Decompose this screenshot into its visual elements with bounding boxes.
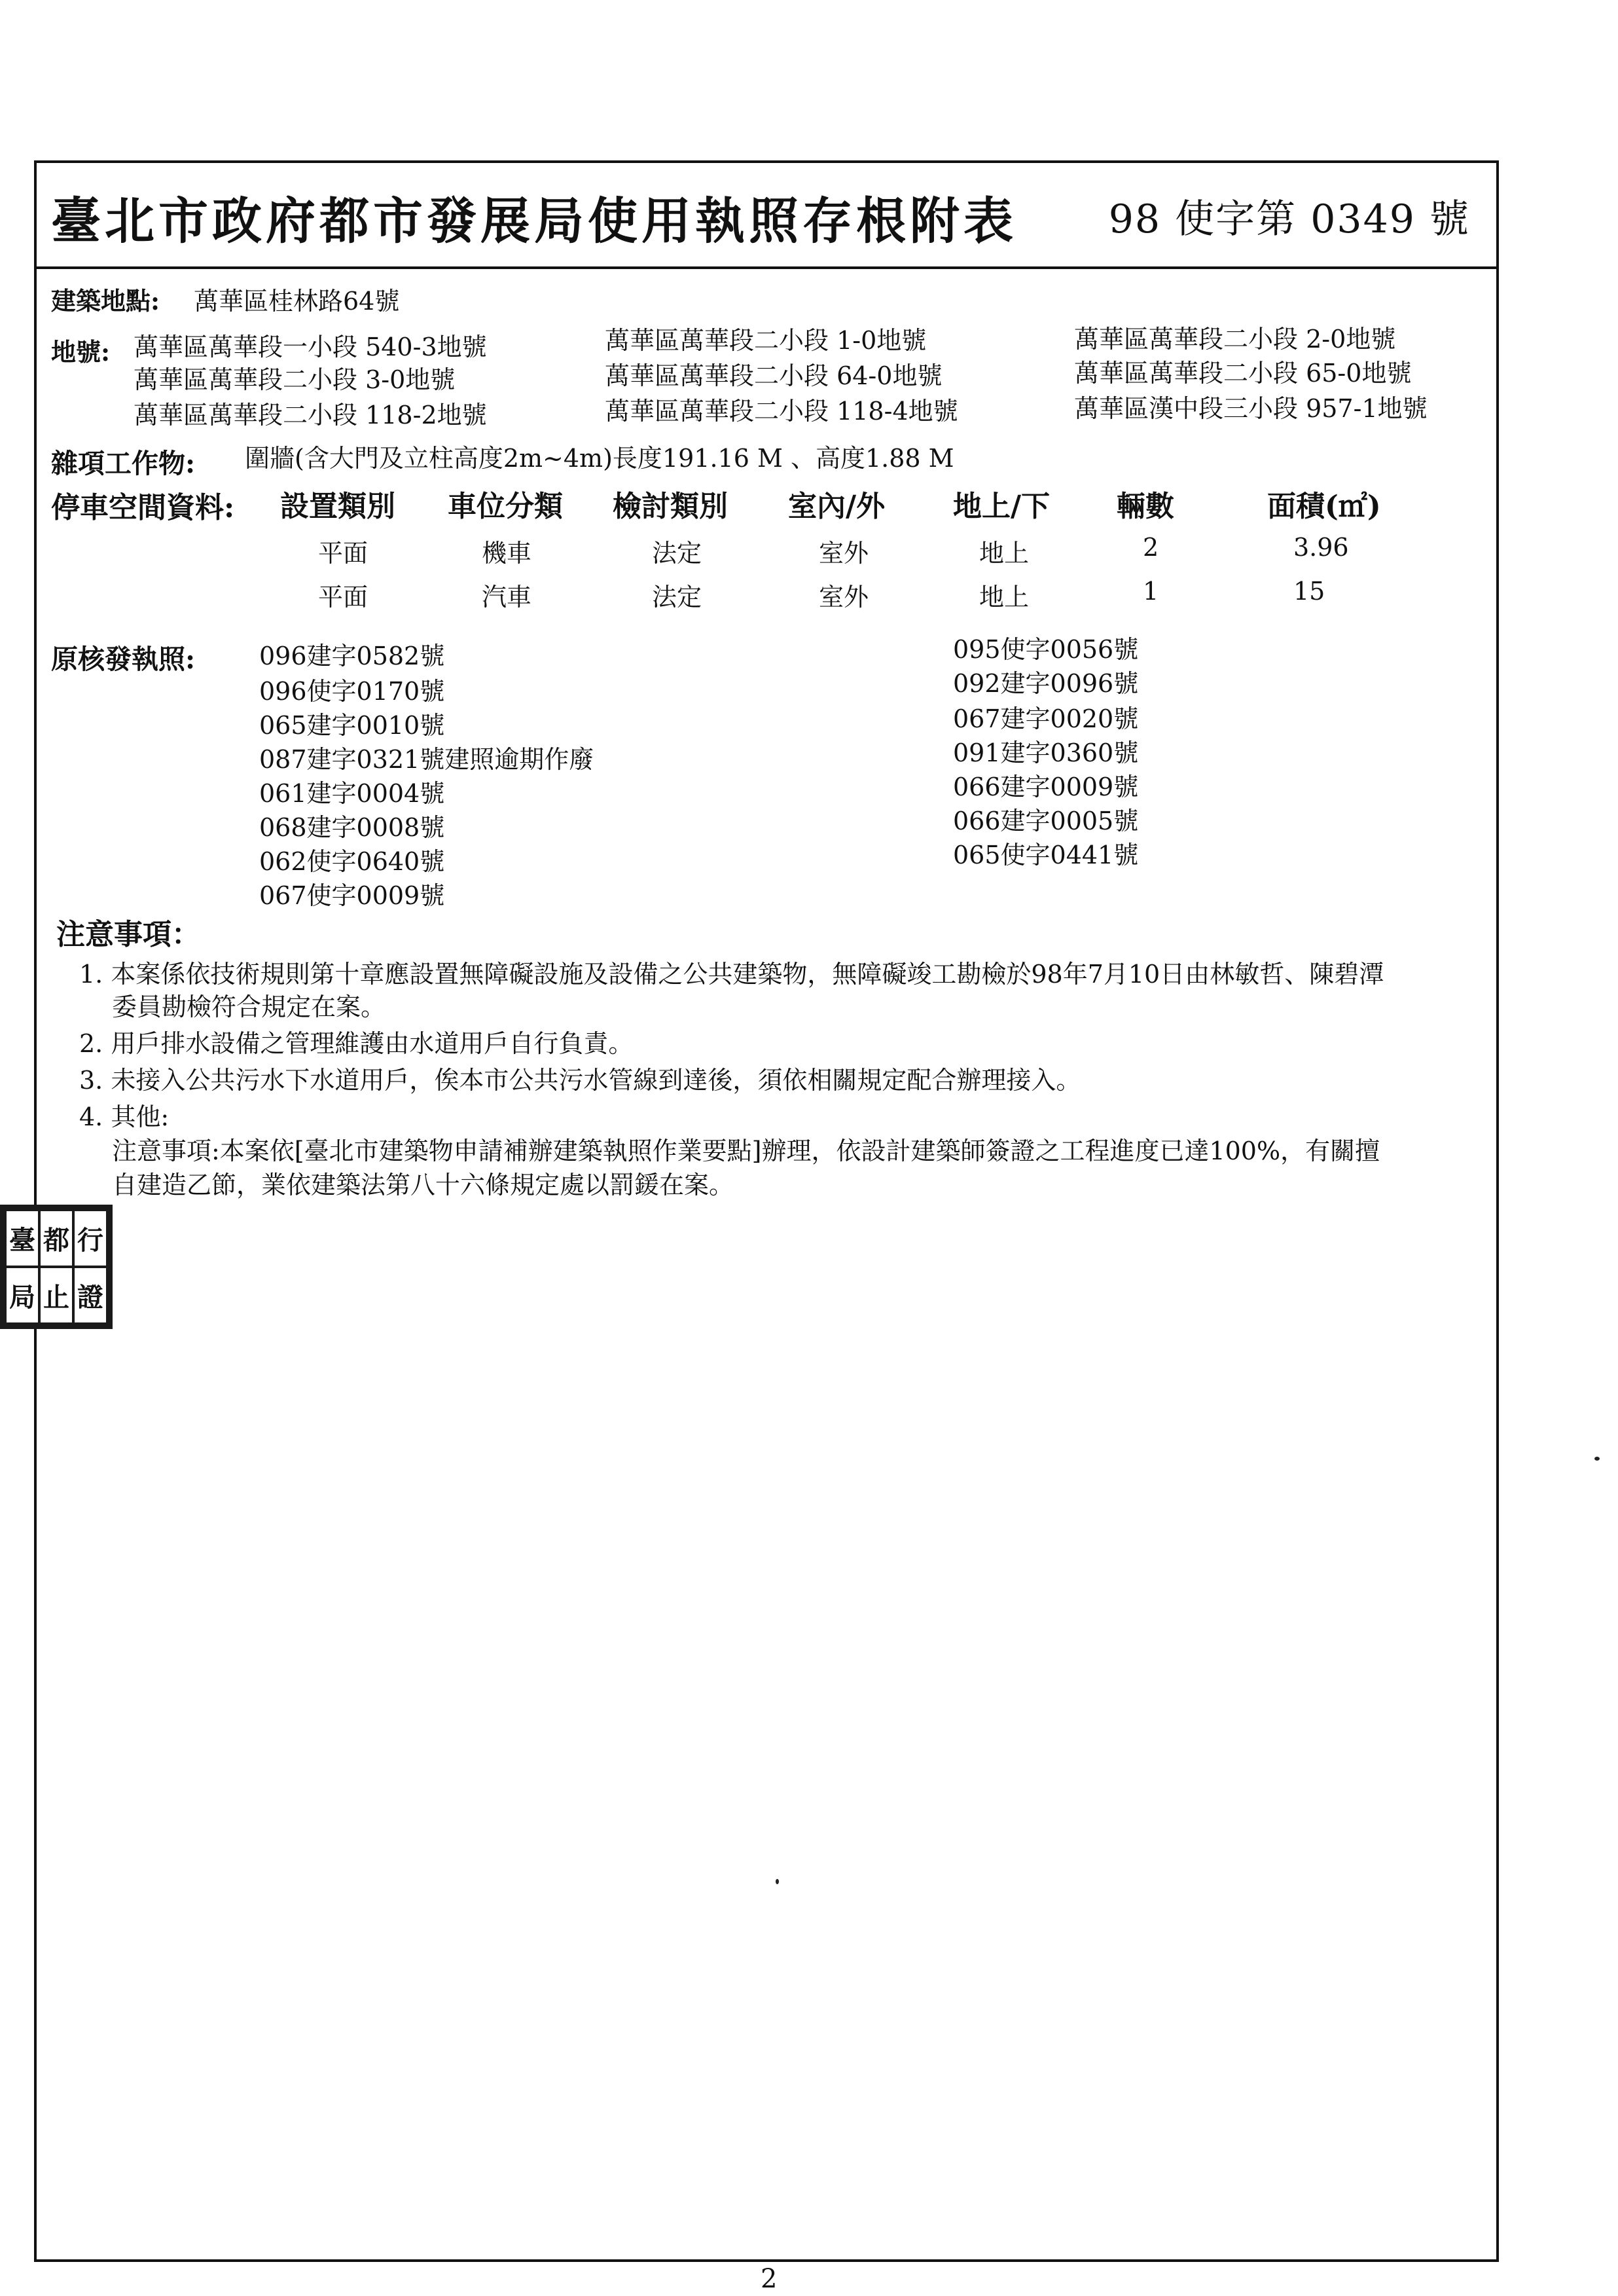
parking-header: 面積(㎡) — [1267, 490, 1381, 523]
parking-cell: 2 — [1143, 533, 1159, 562]
lot-item: 萬華區萬華段一小段 540-3地號 — [134, 333, 487, 361]
lot-item: 萬華區萬華段二小段 3-0地號 — [134, 365, 456, 394]
parking-cell: 法定 — [652, 583, 702, 611]
address-label: 建築地點: — [51, 286, 160, 316]
parking-header: 地上/下 — [953, 490, 1051, 523]
permit-item: 095使字0056號 — [953, 635, 1139, 664]
parking-cell: 1 — [1143, 577, 1159, 606]
parking-label: 停車空間資料: — [51, 491, 235, 524]
note-item: 注意事項:本案依[臺北市建築物申請補辦建築執照作業要點]辦理，依設計建築師簽證之工程進度已達100%，有關擅 — [112, 1137, 1380, 1165]
parking-cell: 15 — [1293, 577, 1325, 606]
permit-item: 061建字0004號 — [259, 779, 445, 808]
parking-header: 輛數 — [1117, 490, 1174, 523]
scan-speck — [1594, 1457, 1600, 1461]
parking-cell: 平面 — [318, 539, 369, 568]
misc-label: 雜項工作物: — [51, 448, 196, 479]
permit-item: 092建字0096號 — [953, 669, 1139, 698]
permit-item: 065使字0441號 — [953, 841, 1139, 869]
parking-cell: 機車 — [482, 539, 532, 568]
permit-item: 062使字0640號 — [259, 847, 445, 876]
lot-item: 萬華區萬華段二小段 64-0地號 — [605, 361, 943, 390]
permit-item: 066建字0009號 — [953, 773, 1139, 801]
parking-header: 檢討類別 — [613, 490, 728, 523]
document-title: 臺北市政府都市發展局使用執照存根附表 — [51, 192, 1017, 250]
seal-char: 止 — [41, 1268, 72, 1322]
note-item: 3. 未接入公共污水下水道用戶，俟本市公共污水管線到達後，須依相關規定配合辦理接入。 — [79, 1066, 1081, 1095]
official-seal-stamp — [0, 1205, 113, 1329]
parking-header: 室內/外 — [788, 490, 886, 523]
permit-item: 067使字0009號 — [259, 881, 445, 910]
note-item: 1. 本案係依技術規則第十章應設置無障礙設施及設備之公共建築物，無障礙竣工勘檢於98年7月10日由林敏哲、陳碧潭 — [79, 960, 1384, 989]
permit-item: 087建字0321號建照逾期作廢 — [259, 745, 594, 774]
misc-value: 圍牆(含大門及立柱高度2m~4m)長度191.16 M 、高度1.88 M — [245, 444, 954, 473]
seal-char: 都 — [41, 1211, 72, 1266]
lot-item: 萬華區萬華段二小段 1-0地號 — [605, 326, 927, 355]
permit-item: 067建字0020號 — [953, 704, 1139, 733]
lot-item: 萬華區漢中段三小段 957-1地號 — [1074, 394, 1428, 423]
seal-char: 局 — [7, 1268, 38, 1322]
permit-item: 096使字0170號 — [259, 677, 445, 706]
parking-header: 設置類別 — [280, 490, 395, 523]
parking-header: 車位分類 — [448, 490, 563, 523]
seal-char: 行 — [75, 1211, 106, 1266]
parking-cell: 地上 — [979, 583, 1030, 611]
permit-item: 066建字0005號 — [953, 807, 1139, 835]
address-value: 萬華區桂林路64號 — [194, 287, 400, 316]
parking-cell: 3.96 — [1293, 533, 1349, 562]
title-bar — [37, 163, 1496, 269]
parking-cell: 室外 — [819, 583, 869, 611]
lot-item: 萬華區萬華段二小段 2-0地號 — [1074, 325, 1396, 354]
seal-char: 臺 — [7, 1211, 38, 1266]
seal-char: 證 — [75, 1268, 106, 1322]
permit-number: 98 使字第 0349 號 — [1108, 196, 1470, 242]
note-item: 委員勘檢符合規定在案。 — [112, 993, 386, 1021]
parking-cell: 平面 — [318, 583, 369, 611]
permit-item: 068建字0008號 — [259, 813, 445, 842]
notes-label: 注意事項： — [56, 918, 200, 951]
permits-label: 原核發執照: — [51, 644, 196, 675]
page-number: 2 — [761, 2264, 778, 2294]
parking-cell: 室外 — [819, 539, 869, 568]
note-item: 2. 用戶排水設備之管理維護由水道用戶自行負責。 — [79, 1029, 634, 1058]
note-item: 4. 其他: — [79, 1102, 170, 1131]
permit-item: 091建字0360號 — [953, 738, 1139, 767]
permit-item: 065建字0010號 — [259, 711, 445, 740]
lot-item: 萬華區萬華段二小段 65-0地號 — [1074, 359, 1412, 388]
document-frame — [34, 160, 1499, 2262]
scan-speck — [776, 1879, 779, 1884]
note-item: 自建造乙節，業依建築法第八十六條規定處以罰鍰在案。 — [112, 1171, 734, 1199]
lots-label: 地號: — [51, 337, 111, 367]
permit-item: 096建字0582號 — [259, 642, 445, 670]
lot-item: 萬華區萬華段二小段 118-2地號 — [134, 401, 487, 429]
parking-cell: 汽車 — [482, 583, 532, 611]
lot-item: 萬華區萬華段二小段 118-4地號 — [605, 397, 958, 426]
parking-cell: 地上 — [979, 539, 1030, 568]
parking-cell: 法定 — [652, 539, 702, 568]
